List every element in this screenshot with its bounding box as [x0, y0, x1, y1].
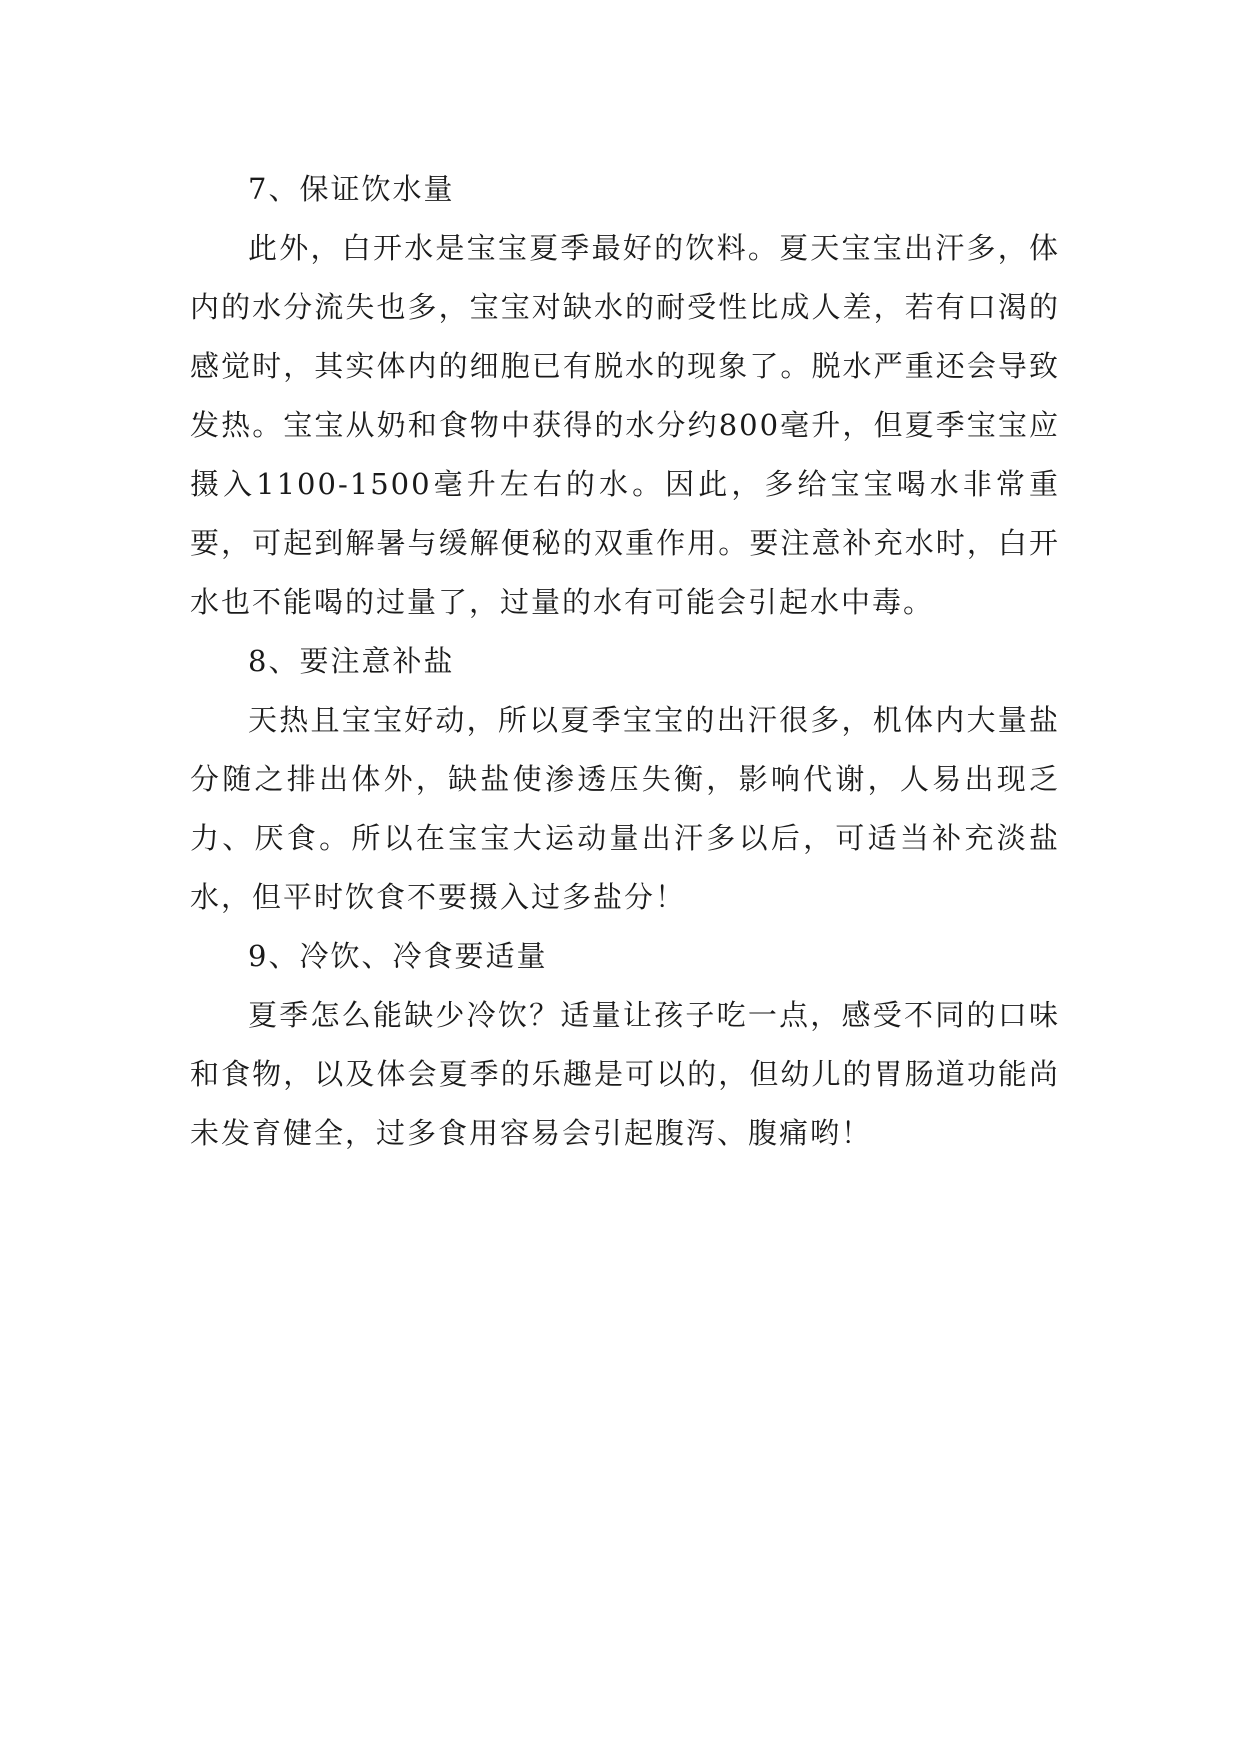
section-paragraph-7: 此外，白开水是宝宝夏季最好的饮料。夏天宝宝出汗多，体内的水分流失也多，宝宝对缺水的耐受性比成人差，若有口渴的感觉时，其实体内的细胞已有脱水的现象了。脱水严重还会导致发热。宝宝从奶和食物中获得的水分约800毫升，但夏季宝宝应摄入1100-1500毫升左右的水。因此，多给宝宝喝水非常重要，可起到解暑与缓解便秘的双重作用。要注意补充水时，白开水也不能喝的过量了，过量的水有可能会引起水中毒。 — [190, 231, 1060, 619]
section-heading-9: 9、冷饮、冷食要适量 — [248, 939, 548, 973]
section-heading-8: 8、要注意补盐 — [248, 644, 455, 678]
document-body — [190, 160, 1060, 1163]
section-paragraph-9: 夏季怎么能缺少冷饮？适量让孩子吃一点，感受不同的口味和食物，以及体会夏季的乐趣是可以的，但幼儿的胃肠道功能尚未发育健全，过多食用容易会引起腹泻、腹痛哟！ — [190, 998, 1060, 1150]
section-paragraph-8: 天热且宝宝好动，所以夏季宝宝的出汗很多，机体内大量盐分随之排出体外，缺盐使渗透压失衡，影响代谢，人易出现乏力、厌食。所以在宝宝大运动量出汗多以后，可适当补充淡盐水，但平时饮食不要摄入过多盐分！ — [190, 703, 1060, 914]
section-heading-7: 7、保证饮水量 — [248, 172, 455, 206]
